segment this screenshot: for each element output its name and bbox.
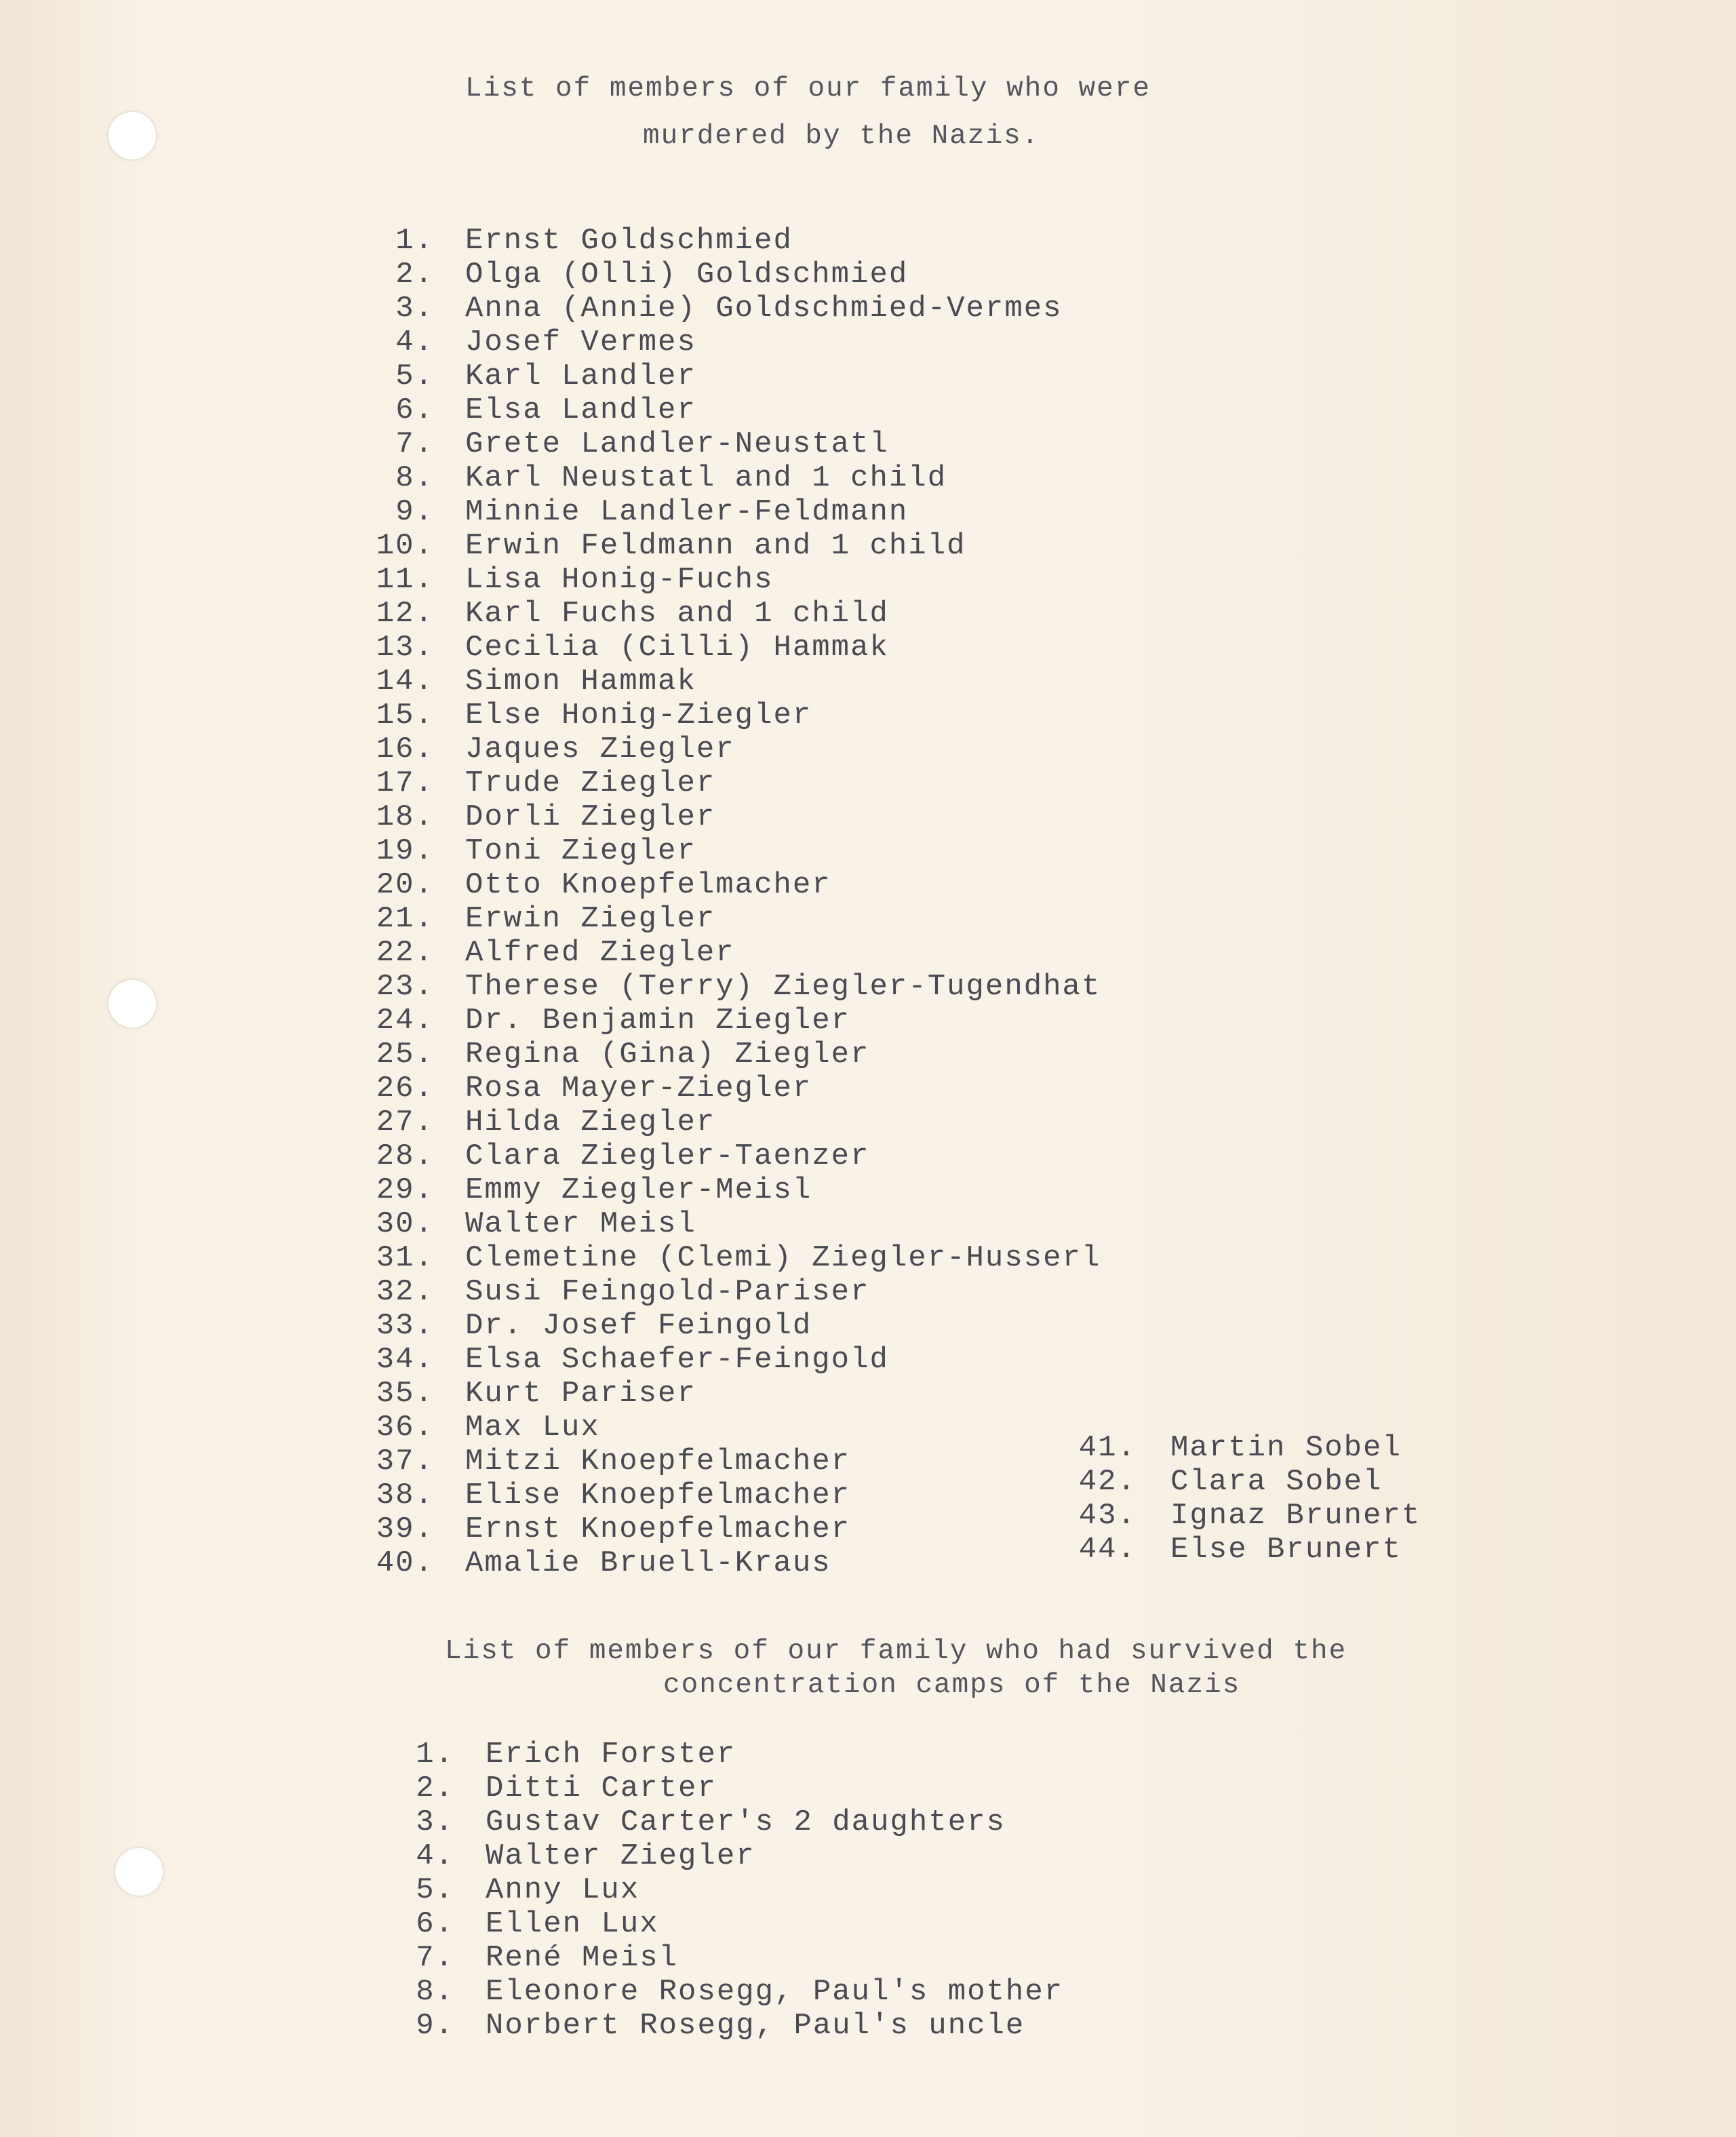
list-item-number: 42. (1078, 1465, 1137, 1499)
list-item-name: Elise Knoepfelmacher (465, 1478, 851, 1512)
list-item-name: Gustav Carter's 2 daughters (486, 1805, 1006, 1839)
list-item-name: Clara Ziegler-Taenzer (465, 1139, 870, 1173)
list-item-number: 41. (1078, 1431, 1137, 1465)
heading-murdered-line1: List of members of our family who were (465, 73, 1151, 104)
list-item-number: 9. (395, 495, 434, 529)
list-item-number: 40. (376, 1546, 434, 1580)
list-item-number: 44. (1078, 1533, 1137, 1567)
list-item-name: Josef Vermes (465, 326, 696, 359)
list-item-name: Ditti Carter (486, 1771, 717, 1805)
list-item-name: Cecilia (Cilli) Hammak (465, 631, 889, 665)
list-item-name: Emmy Ziegler-Meisl (465, 1173, 812, 1207)
list-item-number: 39. (376, 1512, 434, 1546)
list-item-name: Kurt Pariser (465, 1377, 696, 1411)
list-item-name: Ernst Knoepfelmacher (465, 1512, 851, 1546)
list-item-number: 13. (376, 631, 434, 665)
list-item-number: 12. (376, 597, 434, 631)
list-item-name: Erich Forster (486, 1738, 736, 1771)
list-item-number: 6. (395, 393, 434, 427)
list-item-number: 28. (376, 1139, 434, 1173)
list-item-number: 2. (395, 258, 434, 292)
list-item-name: Mitzi Knoepfelmacher (465, 1445, 851, 1478)
punch-hole (115, 1848, 163, 1896)
list-item-number: 36. (376, 1411, 434, 1445)
heading-survived-line2: concentration camps of the Nazis (663, 1670, 1241, 1701)
list-item-name: Norbert Rosegg, Paul's uncle (486, 2009, 1025, 2043)
list-item-name: Else Honig-Ziegler (465, 699, 812, 732)
list-item-name: Regina (Gina) Ziegler (465, 1038, 870, 1072)
list-item-name: Anna (Annie) Goldschmied-Vermes (465, 292, 1063, 326)
list-item-number: 29. (376, 1173, 434, 1207)
list-item-number: 32. (376, 1275, 434, 1309)
list-item-number: 5. (395, 359, 434, 393)
list-item-number: 43. (1078, 1499, 1137, 1533)
heading-survived-line1: List of members of our family who had survived the (445, 1636, 1347, 1667)
list-item-number: 25. (376, 1038, 434, 1072)
list-item-number: 9. (416, 2009, 454, 2043)
list-item-number: 24. (376, 1004, 434, 1038)
list-item-name: Alfred Ziegler (465, 936, 735, 970)
list-item-number: 8. (395, 461, 434, 495)
list-item-number: 6. (416, 1907, 454, 1941)
list-item-name: Hilda Ziegler (465, 1105, 716, 1139)
list-item-number: 17. (376, 766, 434, 800)
list-item-number: 15. (376, 699, 434, 732)
list-item-number: 26. (376, 1072, 434, 1105)
list-item-name: Karl Neustatl and 1 child (465, 461, 947, 495)
list-item-name: Rosa Mayer-Ziegler (465, 1072, 812, 1105)
list-item-name: Eleonore Rosegg, Paul's mother (486, 1975, 1064, 2009)
list-item-number: 4. (416, 1839, 454, 1873)
list-item-name: Dorli Ziegler (465, 800, 716, 834)
list-item-name: Olga (Olli) Goldschmied (465, 258, 909, 292)
list-item-number: 7. (395, 427, 434, 461)
list-item-number: 3. (416, 1805, 454, 1839)
list-item-number: 19. (376, 834, 434, 868)
list-item-number: 11. (376, 563, 434, 597)
list-item-number: 31. (376, 1241, 434, 1275)
list-item-name: Ignaz Brunert (1170, 1499, 1421, 1533)
list-item-name: Amalie Bruell-Kraus (465, 1546, 831, 1580)
list-item-name: Erwin Feldmann and 1 child (465, 529, 966, 563)
list-item-number: 34. (376, 1343, 434, 1377)
list-item-number: 35. (376, 1377, 434, 1411)
list-item-name: Max Lux (465, 1411, 600, 1445)
list-item-number: 7. (416, 1941, 454, 1975)
list-item-name: Ellen Lux (486, 1907, 659, 1941)
list-item-name: Otto Knoepfelmacher (465, 868, 831, 902)
list-item-name: Susi Feingold-Pariser (465, 1275, 870, 1309)
list-item-number: 37. (376, 1445, 434, 1478)
list-item-name: Lisa Honig-Fuchs (465, 563, 774, 597)
list-item-name: Grete Landler-Neustatl (465, 427, 889, 461)
list-item-number: 38. (376, 1478, 434, 1512)
list-item-name: Walter Ziegler (486, 1839, 755, 1873)
list-item-name: Minnie Landler-Feldmann (465, 495, 909, 529)
list-item-name: Therese (Terry) Ziegler-Tugendhat (465, 970, 1101, 1004)
list-item-number: 16. (376, 732, 434, 766)
list-item-number: 8. (416, 1975, 454, 2009)
list-item-name: René Meisl (486, 1941, 679, 1975)
punch-hole (108, 980, 156, 1027)
list-item-name: Else Brunert (1170, 1533, 1402, 1567)
list-item-name: Karl Landler (465, 359, 696, 393)
list-item-number: 21. (376, 902, 434, 936)
list-item-number: 10. (376, 529, 434, 563)
heading-murdered-line2: murdered by the Nazis. (643, 121, 1040, 152)
list-item-name: Clara Sobel (1170, 1465, 1383, 1499)
list-item-name: Toni Ziegler (465, 834, 696, 868)
list-item-name: Martin Sobel (1170, 1431, 1402, 1465)
list-item-name: Simon Hammak (465, 665, 696, 699)
list-item-number: 14. (376, 665, 434, 699)
list-item-number: 2. (416, 1771, 454, 1805)
list-item-number: 4. (395, 326, 434, 359)
list-item-number: 18. (376, 800, 434, 834)
list-item-number: 30. (376, 1207, 434, 1241)
punch-hole (108, 112, 156, 159)
list-item-number: 23. (376, 970, 434, 1004)
list-item-name: Erwin Ziegler (465, 902, 716, 936)
list-item-number: 3. (395, 292, 434, 326)
list-item-name: Anny Lux (486, 1873, 640, 1907)
list-item-name: Karl Fuchs and 1 child (465, 597, 889, 631)
list-item-number: 1. (416, 1738, 454, 1771)
list-item-number: 27. (376, 1105, 434, 1139)
list-item-name: Clemetine (Clemi) Ziegler-Husserl (465, 1241, 1101, 1275)
list-item-name: Ernst Goldschmied (465, 224, 793, 258)
list-item-name: Jaques Ziegler (465, 732, 735, 766)
list-item-name: Elsa Schaefer-Feingold (465, 1343, 889, 1377)
list-item-number: 33. (376, 1309, 434, 1343)
list-item-number: 5. (416, 1873, 454, 1907)
list-item-name: Dr. Benjamin Ziegler (465, 1004, 851, 1038)
list-item-name: Dr. Josef Feingold (465, 1309, 812, 1343)
list-item-number: 20. (376, 868, 434, 902)
list-item-name: Walter Meisl (465, 1207, 696, 1241)
list-item-number: 22. (376, 936, 434, 970)
list-item-name: Elsa Landler (465, 393, 696, 427)
list-item-number: 1. (395, 224, 434, 258)
list-item-name: Trude Ziegler (465, 766, 716, 800)
